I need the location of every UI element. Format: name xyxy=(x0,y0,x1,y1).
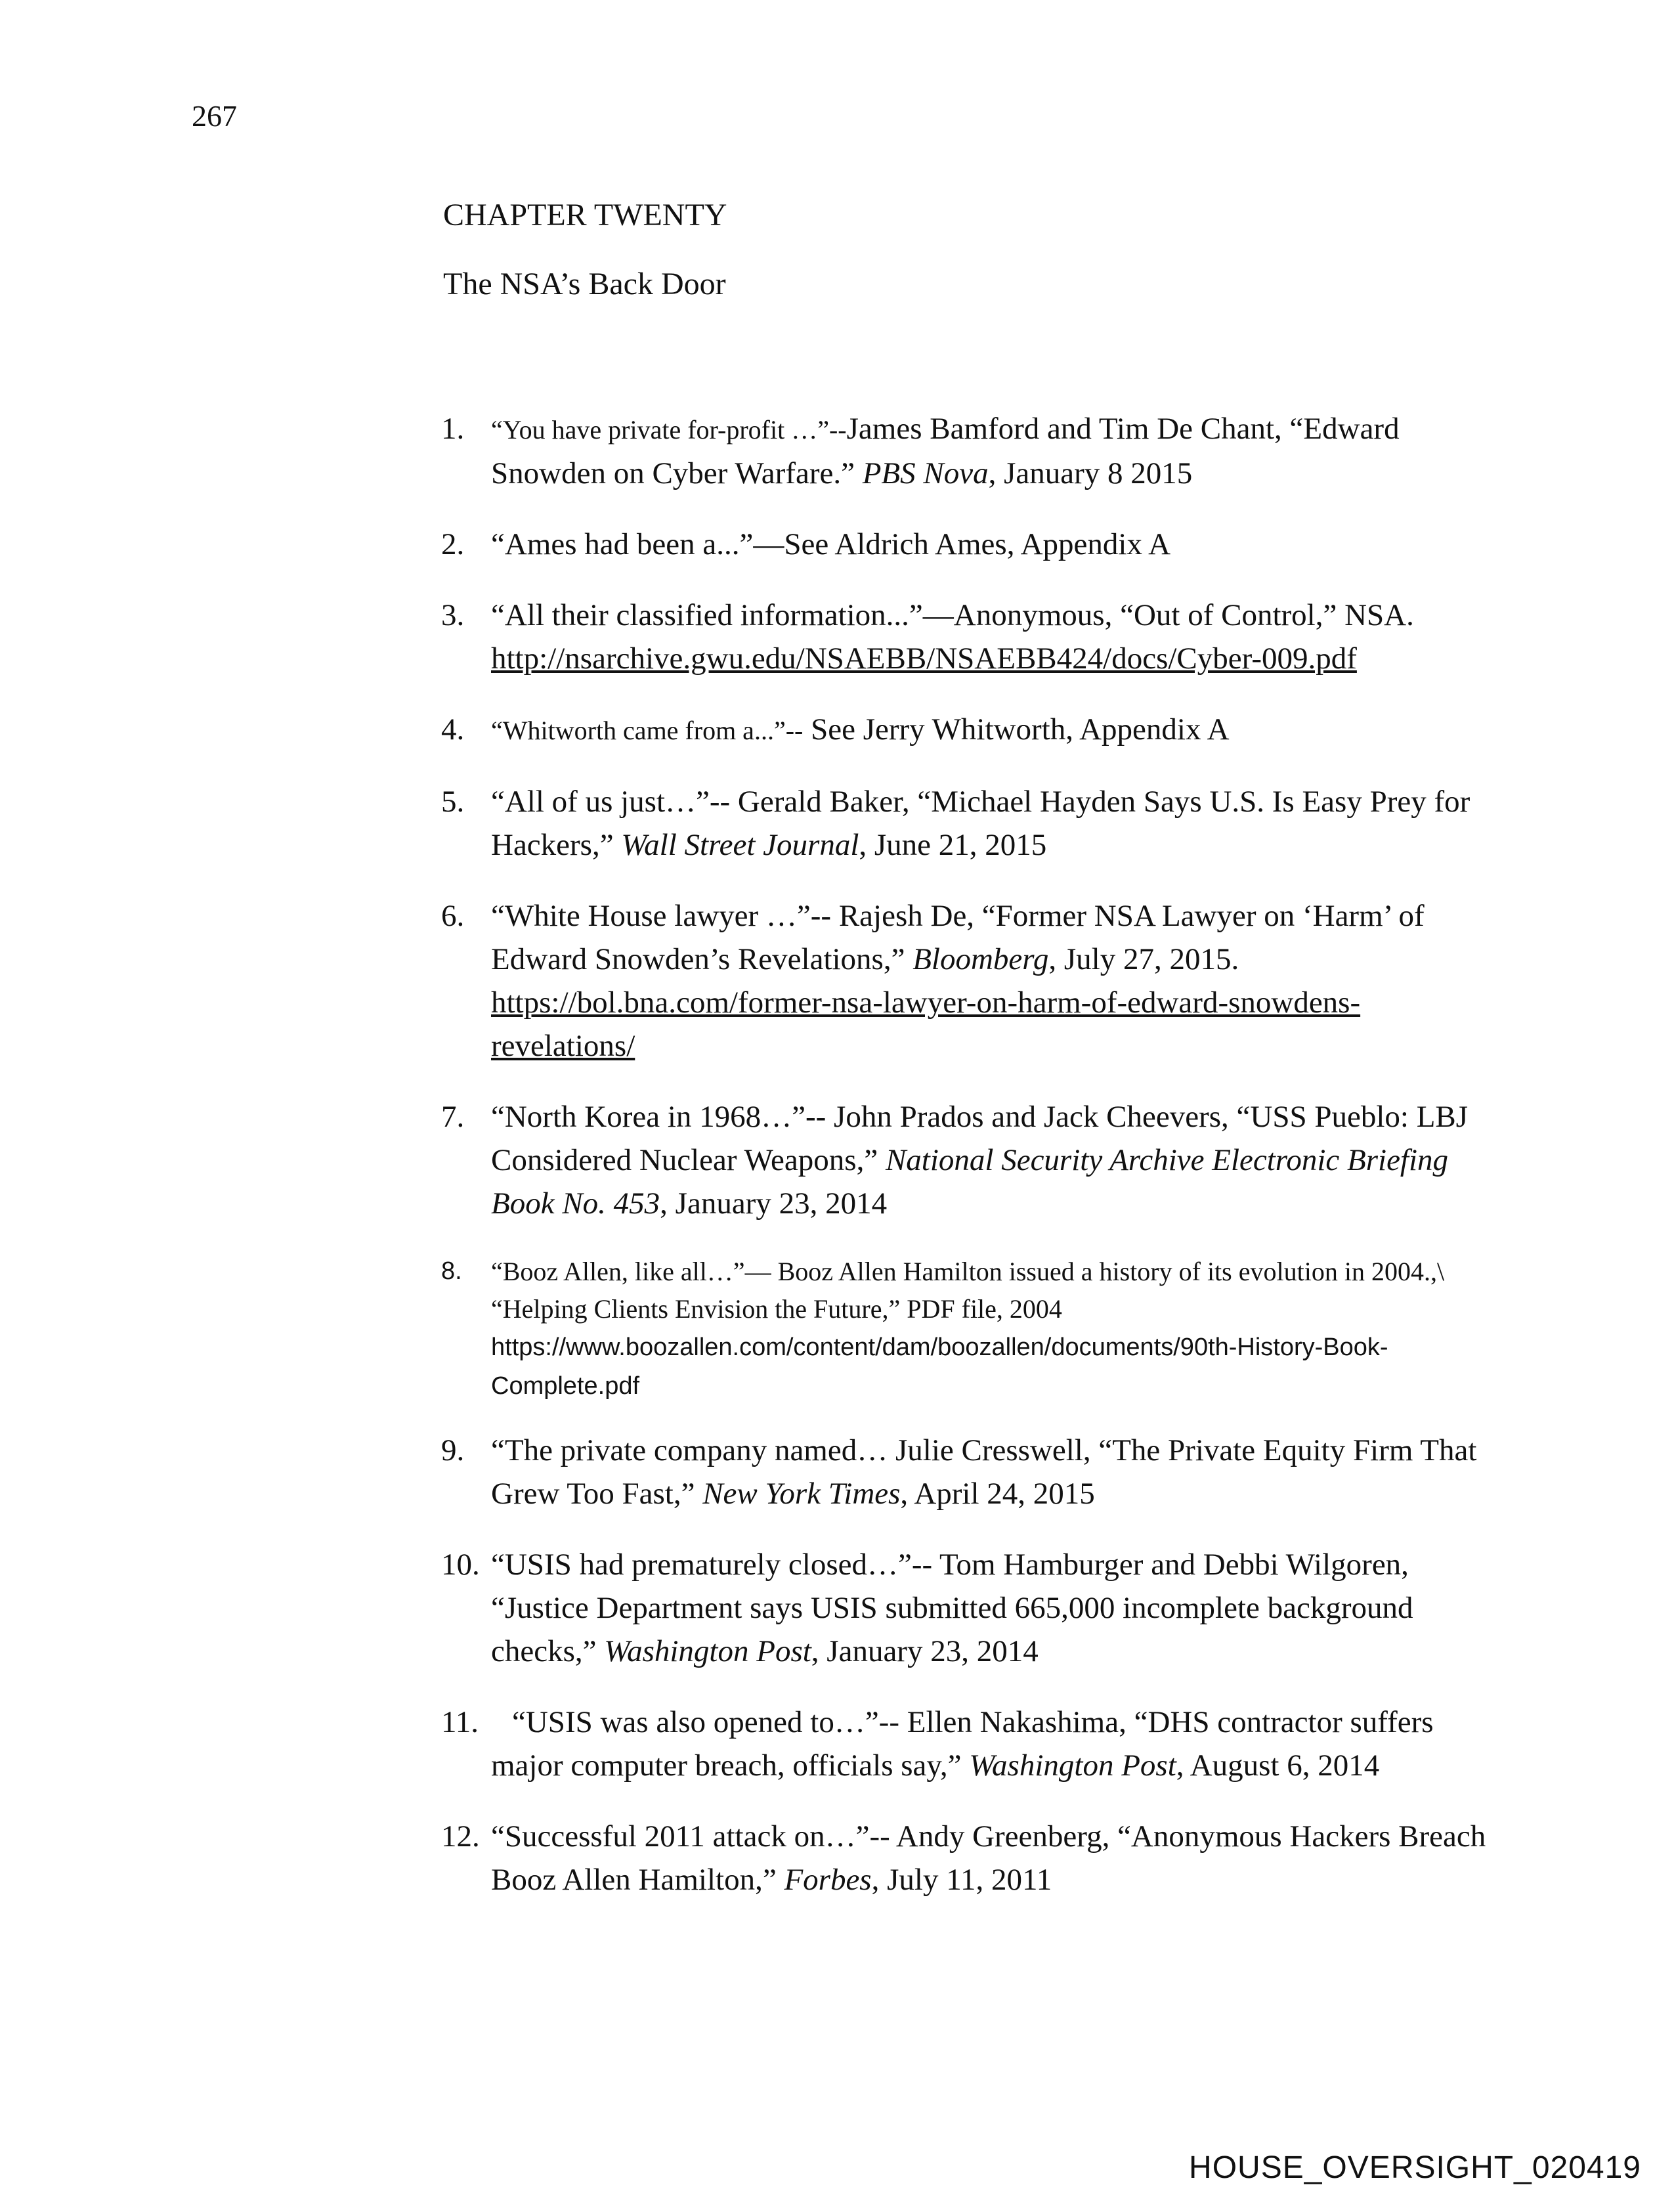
endnote-text: James Bamford and Tim De Chant, “Edward Snowden on Cyber Warfare.” xyxy=(491,412,1400,490)
endnote-text: “The private company named… Julie Cresswell, “The Private Equity Firm That Grew Too Fast,” xyxy=(491,1433,1477,1511)
endnote-number: 12. xyxy=(441,1819,480,1854)
endnote-source: New York Times xyxy=(702,1477,901,1511)
endnote-date: , July 11, 2011 xyxy=(871,1863,1052,1897)
chapter-subtitle: The NSA’s Back Door xyxy=(443,267,726,301)
endnotes-list xyxy=(441,407,1498,1929)
endnote-number: 4. xyxy=(441,712,465,747)
endnote-date: , January 23, 2014 xyxy=(811,1634,1039,1668)
endnote-text: “All of us just…”-- Gerald Baker, “Michael Hayden Says U.S. Is Easy Prey for Hackers,” xyxy=(491,785,1470,862)
endnote-9 xyxy=(441,1429,1498,1515)
endnote-6 xyxy=(441,894,1498,1068)
endnote-10 xyxy=(441,1543,1498,1673)
endnote-date: , July 27, 2015. xyxy=(1048,942,1239,976)
endnote-12 xyxy=(441,1815,1498,1901)
endnote-3 xyxy=(441,594,1498,680)
endnote-number: 1. xyxy=(441,412,465,446)
endnote-text: “White House lawyer …”-- Rajesh De, “Former NSA Lawyer on ‘Harm’ of Edward Snowden’s Revelations,” xyxy=(491,899,1425,976)
endnote-text: “North Korea in 1968…”-- John Prados and Jack Cheevers, “USS Pueblo: LBJ Considered Nuclear Weapons,” xyxy=(491,1100,1469,1177)
endnote-link[interactable]: https://bol.bna.com/former-nsa-lawyer-on-harm-of-edward-snowdens-revelations/ xyxy=(491,986,1361,1063)
endnote-source: Washington Post xyxy=(969,1748,1176,1783)
endnote-source: Forbes xyxy=(784,1863,872,1897)
endnote-7 xyxy=(441,1095,1498,1225)
endnote-text: “USIS had prematurely closed…”-- Tom Hamburger and Debbi Wilgoren, “Justice Department says USIS submitted 665,000 incomplete background checks,” xyxy=(491,1548,1413,1668)
endnote-text: See Jerry Whitworth, Appendix A xyxy=(803,712,1230,747)
endnote-number: 10. xyxy=(441,1548,480,1582)
endnote-number: 6. xyxy=(441,899,465,933)
endnote-link[interactable]: http://nsarchive.gwu.edu/NSAEBB/NSAEBB424/docs/Cyber-009.pdf xyxy=(491,641,1357,676)
endnote-11 xyxy=(441,1701,1498,1787)
endnote-number: 8. xyxy=(441,1257,462,1285)
endnote-text: “Ames had been a...”—See Aldrich Ames, Appendix A xyxy=(491,527,1171,561)
endnote-date: , August 6, 2014 xyxy=(1176,1748,1380,1783)
endnote-2 xyxy=(441,523,1498,566)
endnote-text: “All their classified information...”—Anonymous, “Out of Control,” NSA. xyxy=(491,598,1414,632)
endnote-source: Wall Street Journal xyxy=(621,828,859,862)
endnote-number: 5. xyxy=(441,785,465,819)
chapter-title: CHAPTER TWENTY xyxy=(443,198,727,232)
endnote-number: 11. xyxy=(441,1705,479,1739)
endnote-source: Washington Post xyxy=(604,1634,811,1668)
document-id-stamp: HOUSE_OVERSIGHT_020419 xyxy=(1189,2150,1641,2185)
endnote-lead: “Whitworth came from a...”-- xyxy=(491,716,804,745)
endnote-date: , April 24, 2015 xyxy=(900,1477,1095,1511)
endnote-lead: “You have private for-profit …”-- xyxy=(491,415,847,445)
endnote-source: Bloomberg xyxy=(912,942,1049,976)
endnote-source: National Security Archive Electronic Briefing Book No. 453 xyxy=(491,1143,1449,1221)
endnote-url[interactable]: https://www.boozallen.com/content/dam/boozallen/documents/90th-History-Book-Complete.pdf xyxy=(491,1334,1388,1400)
endnote-source: PBS Nova xyxy=(862,456,989,490)
endnote-number: 9. xyxy=(441,1433,465,1467)
endnote-text: “USIS was also opened to…”-- Ellen Nakashima, “DHS contractor suffers major computer breach, officials say,” xyxy=(491,1705,1434,1783)
endnote-5 xyxy=(441,780,1498,867)
endnote-1 xyxy=(441,407,1498,495)
endnote-8 xyxy=(441,1253,1498,1405)
endnote-text: “Booz Allen, like all…”— Booz Allen Hamilton issued a history of its evolution in 2004.,\ “Helping Clients Envision the Future,” PDF file, 2004 xyxy=(491,1257,1445,1324)
page-number: 267 xyxy=(192,99,237,133)
endnote-text: “Successful 2011 attack on…”-- Andy Greenberg, “Anonymous Hackers Breach Booz Allen Hamilton,” xyxy=(491,1819,1486,1897)
endnote-date: , June 21, 2015 xyxy=(859,828,1047,862)
endnote-4 xyxy=(441,708,1498,752)
endnote-date: , January 23, 2014 xyxy=(660,1186,888,1221)
endnote-number: 7. xyxy=(441,1100,465,1134)
endnote-date: , January 8 2015 xyxy=(988,456,1193,490)
endnote-number: 3. xyxy=(441,598,465,632)
endnote-number: 2. xyxy=(441,527,465,561)
